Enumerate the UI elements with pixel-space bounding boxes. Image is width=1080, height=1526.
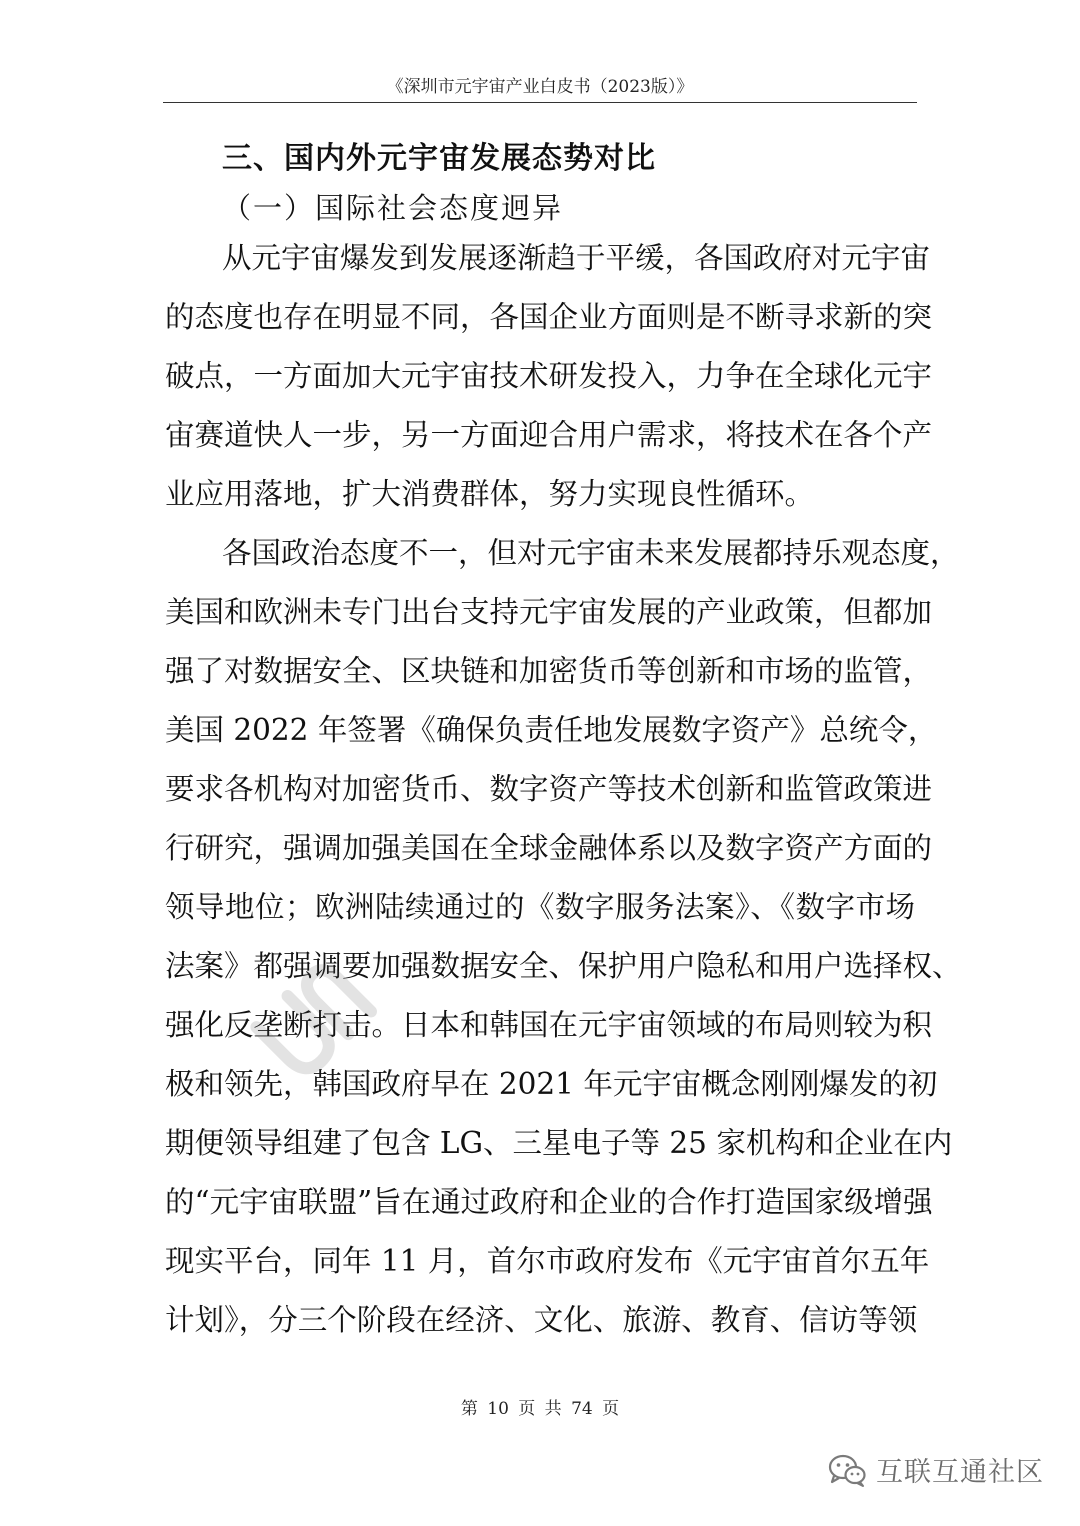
wechat-icon — [828, 1453, 866, 1487]
paragraph-line: 美国 2022 年签署《确保负责任地发展数字资产》总统令， — [165, 713, 938, 747]
paragraph-line: 期便领导组建了包含 LG、三星电子等 25 家机构和企业在内 — [165, 1126, 953, 1160]
running-header: 《深圳市元宇宙产业白皮书（2023版）》 — [386, 77, 694, 97]
paragraph-line: 计划》，分三个阶段在经济、文化、旅游、教育、信访等领 — [165, 1303, 918, 1337]
brand-mark — [828, 1450, 1044, 1489]
paragraph-line: 要求各机构对加密货币、数字资产等技术创新和监管政策进 — [165, 772, 933, 806]
paragraph-line: 强化反垄断打击。日本和韩国在元宇宙领域的布局则较为积 — [165, 1008, 933, 1042]
paragraph-line: 的“元宇宙联盟”旨在通过政府和企业的合作打造国家级增强 — [165, 1185, 933, 1219]
header-rule — [163, 102, 917, 103]
paragraph-line: 破点，一方面加大元宇宙技术研发投入，力争在全球化元宇 — [165, 359, 933, 393]
paragraph-line: 极和领先，韩国政府早在 2021 年元宇宙概念刚刚爆发的初 — [165, 1067, 938, 1101]
paragraph-line: 法案》都强调要加强数据安全、保护用户隐私和用户选择权、 — [165, 949, 962, 983]
paragraph-line: 行研究，强调加强美国在全球金融体系以及数字资产方面的 — [165, 831, 933, 865]
paragraph-line: 业应用落地，扩大消费群体，努力实现良性循环。 — [165, 477, 815, 511]
page-indicator: 第 10 页 共 74 页 — [460, 1399, 620, 1419]
paragraph-line: 美国和欧洲未专门出台支持元宇宙发展的产业政策，但都加 — [165, 595, 933, 629]
paragraph-line: 从元宇宙爆发到发展逐渐趋于平缓，各国政府对元宇宙 — [222, 241, 931, 275]
paragraph-line: 现实平台，同年 11 月，首尔市政府发布《元宇宙首尔五年 — [165, 1244, 930, 1278]
section-heading: 三、国内外元宇宙发展态势对比 — [222, 141, 656, 176]
subsection-heading: （一）国际社会态度迥异 — [222, 191, 564, 225]
paragraph-line: 宙赛道快人一步，另一方面迎合用户需求，将技术在各个产 — [165, 418, 933, 452]
paragraph-line: 的态度也存在明显不同，各国企业方面则是不断寻求新的突 — [165, 300, 933, 334]
paragraph-line: 强了对数据安全、区块链和加密货币等创新和市场的监管， — [165, 654, 933, 688]
paragraph-line: 领导地位；欧洲陆续通过的《数字服务法案》、《数字市场 — [165, 890, 915, 924]
brand-name: 互联互通社区 — [876, 1457, 1044, 1488]
paragraph-line: 各国政治态度不一，但对元宇宙未来发展都持乐观态度， — [222, 536, 960, 570]
